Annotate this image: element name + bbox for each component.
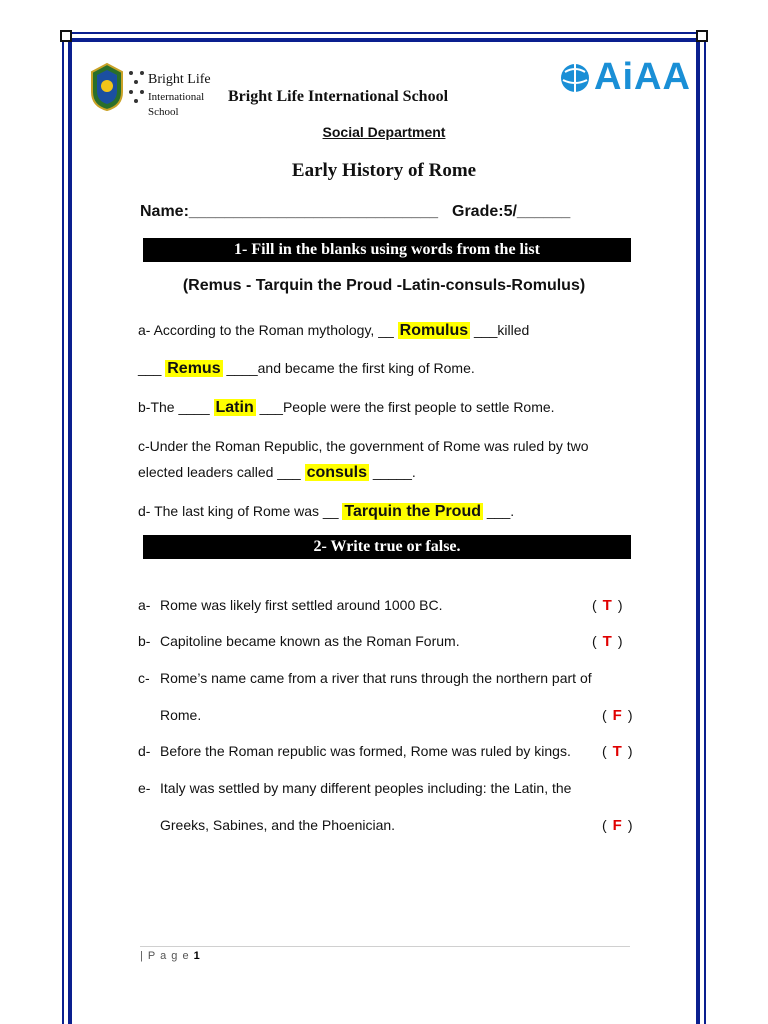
question-b	[138, 397, 555, 418]
tf-item-e-cont	[138, 815, 395, 835]
tf-label: d-	[138, 743, 151, 759]
tf-label: a-	[138, 597, 151, 613]
tf-item-e	[138, 778, 571, 798]
tf-label: c-	[138, 670, 150, 686]
tf-text: Before the Roman republic was formed, Rome was ruled by kings.	[160, 743, 571, 759]
tf-answer-e: ( F )	[602, 817, 633, 834]
tf-item-b	[138, 631, 460, 651]
tf-answer: F	[612, 707, 622, 724]
corner-ornament-right	[696, 30, 708, 42]
globe-icon	[560, 56, 590, 100]
tf-answer: T	[602, 633, 612, 650]
answer-highlight: consuls	[306, 464, 368, 481]
aiaa-logo-text: AiAA	[594, 56, 691, 98]
question-d	[138, 501, 514, 522]
question-text: _____.	[372, 464, 416, 480]
tf-text: Greeks, Sabines, and the Phoenician.	[160, 817, 396, 833]
page-border-inner	[68, 38, 700, 1024]
question-c-line2	[138, 462, 416, 483]
tf-text: Capitoline became known as the Roman Forum.	[160, 633, 460, 649]
corner-ornament-left	[60, 30, 72, 42]
tf-item-c	[138, 668, 592, 688]
tf-answer-d: ( T )	[602, 743, 633, 760]
word-list: (Remus - Tarquin the Proud -Latin-consuls-Romulus)	[182, 277, 586, 294]
tf-label: b-	[138, 633, 151, 649]
tf-answer-c: ( F )	[602, 707, 633, 724]
school-crest-icon	[90, 62, 124, 112]
question-text: elected leaders called ___	[138, 464, 301, 480]
tf-answer: F	[612, 817, 622, 834]
grade-field: Grade:5/______	[452, 203, 571, 220]
school-logo	[90, 62, 220, 118]
department-heading: Social Department	[322, 124, 446, 140]
question-text: ___killed	[474, 322, 530, 338]
answer-highlight: Remus	[167, 360, 221, 377]
tf-item-d	[138, 741, 571, 761]
answer-highlight: Tarquin the Proud	[344, 503, 481, 520]
question-text: b-The ____	[138, 399, 210, 415]
question-text: ___.	[486, 503, 515, 519]
page-label: | P a g e	[140, 950, 190, 962]
logo-text-line1: Bright Life	[148, 72, 211, 87]
question-text: ___	[138, 360, 162, 376]
tf-item-c-cont	[138, 705, 201, 725]
school-name: Bright Life International School	[228, 88, 449, 105]
tf-answer-b: ( T )	[592, 633, 623, 650]
tf-text: Rome.	[160, 707, 202, 723]
question-text: a- According to the Roman mythology, __	[138, 322, 394, 338]
tf-text: Rome’s name came from a river that runs through the northern part of	[160, 670, 592, 686]
question-text: ___People were the first people to settle Rome.	[259, 399, 555, 415]
tf-answer: T	[602, 597, 612, 614]
question-text: ____and became the first king of Rome.	[226, 360, 475, 376]
aiaa-logo	[560, 56, 691, 102]
tf-item-a	[138, 595, 442, 615]
name-field: Name:____________________________	[140, 203, 439, 220]
dots-icon	[126, 68, 148, 108]
tf-text: Italy was settled by many different peoples including: the Latin, the	[160, 780, 572, 796]
tf-label: e-	[138, 780, 151, 796]
section1-heading: 1- Fill in the blanks using words from the list	[143, 238, 631, 262]
tf-answer: T	[612, 743, 622, 760]
question-a-line2	[138, 358, 475, 379]
page-footer	[140, 950, 201, 962]
page-title: Early History of Rome	[291, 160, 477, 181]
page-number: 1	[193, 950, 201, 962]
question-text: d- The last king of Rome was __	[138, 503, 339, 519]
answer-highlight: Romulus	[399, 322, 469, 339]
question-a-line1	[138, 320, 529, 341]
tf-text: Rome was likely first settled around 1000 BC.	[160, 597, 443, 613]
question-c-line1: c-Under the Roman Republic, the government of Rome was ruled by two	[138, 438, 589, 454]
section2-heading: 2- Write true or false.	[143, 535, 631, 559]
logo-text-line2: International School	[148, 91, 205, 118]
answer-highlight: Latin	[215, 399, 254, 416]
footer-divider	[140, 946, 630, 947]
tf-answer-a: ( T )	[592, 597, 623, 614]
